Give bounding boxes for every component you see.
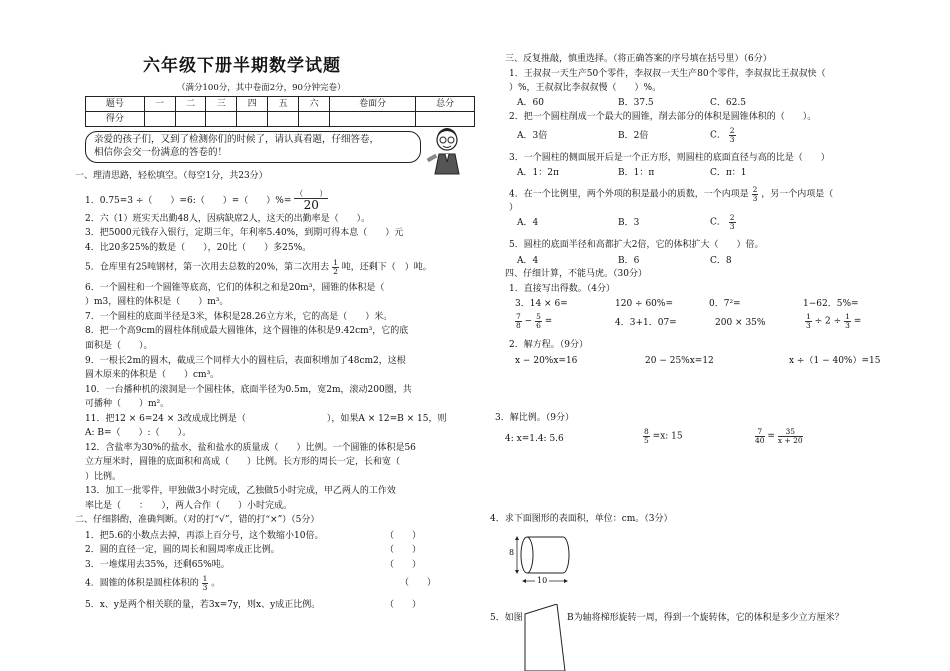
page-subtitle: （满分100分，其中卷面2分，90分钟完卷） — [177, 83, 346, 93]
s2-q1-answer[interactable]: （ ） — [385, 531, 422, 541]
score-header-3: 三 — [206, 97, 237, 112]
s1-q10b: 可播种（ ）m²。 — [85, 399, 170, 409]
score-header-8: 总分 — [416, 97, 475, 112]
s3-q4-opt-c-frac-num: 2 — [729, 213, 735, 222]
intro-line-2: 相信你会交一份满意的答卷的！ — [94, 146, 228, 158]
s2-q4-frac-den: 3 — [202, 582, 208, 592]
calc-8-den2: 3 — [845, 320, 850, 330]
s2-q3-answer[interactable]: （ ） — [385, 560, 422, 570]
s3-q5-opt-b[interactable]: B．6 — [618, 256, 640, 266]
calc-4: 1−62．5%= — [803, 299, 859, 309]
s1-q11b: A: B=（ ）:（ ）。 — [85, 428, 192, 438]
s2-q4-fraction — [202, 575, 209, 591]
s3-q3: 3．一个圆柱的侧面展开后是一个正方形，则圆柱的底面直径与高的比是（ ） — [509, 153, 830, 163]
s2-q5: 5．x、y是两个相关联的量，若3x=7y，则x、y成正比例。 — [85, 600, 321, 610]
s1-q8b: 面积是（ ）。 — [85, 341, 153, 351]
calc-1: 3．14 × 6= — [515, 299, 568, 309]
intro-bubble — [85, 131, 421, 163]
score-cell[interactable] — [299, 112, 330, 127]
ratio-3-num2: 35 — [778, 428, 803, 437]
s3-q2-opt-c-label: C． — [710, 130, 726, 141]
s1-q2: 2．六（1）班实天出勤48人，因病缺席2人，这天的出勤率是（ ）。 — [85, 214, 371, 224]
s3-q2-frac-den: 3 — [729, 134, 735, 144]
s3-q4-opt-c-label: C． — [710, 217, 726, 228]
section4-heading: 四、仔细计算，不能马虎。（30分） — [505, 269, 647, 279]
calc-5 — [515, 313, 552, 329]
page-title: 六年级下册半期数学试题 — [143, 56, 341, 76]
s1-q9a: 9．一根长2m的圆木，截成三个同样大小的圆柱后，表面积增加了48cm2，这根 — [85, 356, 406, 366]
ratio-3-den1: 40 — [755, 435, 765, 445]
calc-5-frac-1 — [515, 313, 522, 329]
calc-5-num2: 5 — [536, 312, 541, 321]
score-cell[interactable] — [175, 112, 206, 127]
s1-q12b: 立方厘米时，圆锥的底面积和高成（ ）比例。长方形的周长一定，长和宽（ — [85, 457, 401, 467]
ratio-3-den2: x + 20 — [777, 435, 803, 445]
cylinder-right-arc — [563, 537, 569, 573]
s1-q1-fraction — [294, 190, 328, 211]
calc-3: 0．7²= — [709, 299, 741, 309]
score-header-1: 一 — [144, 97, 175, 112]
calc-8-num1: 1 — [806, 312, 811, 321]
cylinder-width-arrowhead-left — [522, 579, 526, 583]
calc-7: 200 × 35% — [715, 318, 766, 328]
calc-5-frac-2 — [535, 313, 542, 329]
s1-q12a: 12．含盐率为30%的盐水，盐和盐水的质量成（ ）比例。一个圆锥的体积是56 — [85, 443, 416, 453]
section3-heading: 三、反复推敲，慎重选择。（将正确答案的序号填在括号里）（6分） — [505, 54, 772, 64]
s2-q1: 1．把5.6的小数点去掉，再添上百分号，这个数缩小10倍。 — [85, 531, 324, 541]
section1-heading: 一、理清思路，轻松填空。（每空1分，共23分） — [75, 171, 268, 181]
s3-q1-opt-b[interactable]: B．37.5 — [618, 98, 654, 108]
s1-q5-frac-den: 2 — [333, 266, 338, 276]
cylinder-width-label: 10 — [537, 576, 548, 585]
s3-q1a: 1．王叔叔一天生产50个零件，李叔叔一天生产80个零件，李叔叔比王叔叔快（ — [509, 69, 826, 79]
s1-q5-text-a: 5．仓库里有25吨钢材，第一次用去总数的20%，第二次用去 — [85, 262, 330, 273]
trapezoid-diagram — [523, 604, 567, 671]
s4-sub2: 2．解方程。（9分） — [509, 340, 588, 350]
s3-q3-opt-a[interactable]: A．1：2π — [517, 168, 559, 178]
calc-5-num1: 7 — [516, 312, 521, 321]
s1-q5 — [85, 259, 432, 275]
ratio-3-num1: 7 — [755, 428, 765, 437]
ratio-3-eq: = — [767, 431, 775, 442]
s1-q1 — [85, 190, 328, 211]
s3-q2-frac-num: 2 — [729, 126, 735, 135]
score-table — [85, 96, 475, 127]
ratio-2-fraction — [643, 428, 650, 444]
calc-8-frac-1 — [805, 313, 812, 329]
score-header-4: 四 — [237, 97, 268, 112]
calc-5-den2: 6 — [536, 320, 541, 330]
s2-q4-text-a: 4．圆锥的体积是圆柱体积的 — [85, 578, 199, 589]
score-cell[interactable] — [237, 112, 268, 127]
s1-q13a: 13．加工一批零件，甲独做3小时完成，乙独做5小时完成，甲乙两人的工作效 — [85, 486, 396, 496]
s1-q5-frac-num: 1 — [333, 258, 338, 267]
score-header-2: 二 — [175, 97, 206, 112]
s3-q2-opt-b[interactable]: B．2倍 — [618, 131, 649, 141]
s1-q1-text: 1．0.75=3 ÷（ ）=6:（ ）=（ ）%= — [85, 196, 292, 206]
s3-q4-text-b: ，另一个内项是（ — [761, 189, 834, 200]
ratio-3-frac-1 — [755, 428, 765, 444]
ratio-2 — [643, 428, 683, 444]
s1-q5-fraction — [332, 259, 339, 275]
cartoon-student-icon — [425, 126, 467, 176]
ratio-2-num: 8 — [644, 427, 649, 436]
s1-q9b: 圆木原来的体积是（ ）cm³。 — [85, 370, 220, 380]
s3-q4-opt-a[interactable]: A．4 — [517, 218, 539, 228]
s1-q13b: 率比是（ ： ），两人合作（ ）小时完成。 — [85, 501, 293, 511]
s2-q5-answer[interactable]: （ ） — [385, 600, 422, 610]
s2-q3: 3．一堆煤用去35%，还剩65%吨。 — [85, 560, 230, 570]
s3-q4-opt-b[interactable]: B．3 — [618, 218, 640, 228]
s1-q1-frac-num: （ ） — [295, 189, 328, 198]
s3-q5: 5．圆柱的底面半径和高都扩大2倍，它的体积扩大（ ）倍。 — [509, 240, 764, 250]
s2-q2: 2．圆的直径一定，圆的周长和圆周率成正比例。 — [85, 545, 280, 555]
cylinder-width-arrowhead-right — [564, 579, 568, 583]
ratio-1: 4: x=1.4: 5.6 — [505, 434, 564, 444]
calc-5-den1: 8 — [516, 320, 521, 330]
s3-q2-opt-c-fraction — [729, 127, 736, 143]
s1-q1-frac-den: 20 — [303, 198, 319, 212]
calc-6: 4．3+1．07= — [615, 318, 677, 328]
cylinder-height-arrowhead-bottom — [515, 570, 519, 574]
s1-q7: 7．一个圆柱的底面半径是3米，体积是28.26立方米，它的高是（ ）米。 — [85, 312, 393, 322]
s3-q5-opt-c[interactable]: C．8 — [710, 256, 732, 266]
calc-8 — [805, 313, 861, 329]
s1-q6a: 6．一个圆柱和一个圆锥等底高，它们的体积之和是20m³，圆锥的体积是（ — [85, 283, 385, 293]
s2-q4 — [85, 575, 220, 591]
s4-q5b: B为轴将梯形旋转一周，得到一个旋转体，它的体积是多少立方厘米？ — [567, 613, 844, 623]
score-header-6: 六 — [299, 97, 330, 112]
s3-q4-frac-den: 3 — [752, 193, 758, 203]
s1-q3: 3．把5000元钱存入银行，定期三年，年利率5.40%，到期可得本息（ ）元 — [85, 228, 404, 238]
s3-q4-frac-num: 2 — [752, 185, 758, 194]
s2-q2-answer[interactable]: （ ） — [385, 545, 422, 555]
s1-q11a: 11．把12 × 6=24 × 3改成成比例是（ ），如果A × 12=B × 15，则 — [85, 414, 447, 424]
calc-8-eq: = — [853, 316, 862, 327]
calc-8-frac-2 — [844, 313, 851, 329]
s3-q4-opt-c-fraction — [729, 214, 736, 230]
calc-5-eq: = — [544, 316, 553, 327]
s3-q2-opt-c[interactable] — [710, 127, 736, 143]
s1-q4: 4．比20多25%的数是（ ），20比（ ）多25%。 — [85, 243, 312, 253]
calc-8-op: ÷ 2 ÷ — [814, 316, 842, 327]
ratio-3-frac-2 — [778, 428, 803, 444]
s3-q1-opt-c[interactable]: C．62.5 — [710, 98, 746, 108]
s3-q5-opt-a[interactable]: A．4 — [517, 256, 539, 266]
calc-2: 120 ÷ 60%= — [615, 299, 673, 309]
cylinder-height-arrowhead-top — [515, 536, 519, 540]
s3-q2: 2．把一个圆柱削成一个最大的圆锥，削去部分的体积是圆锥体积的（ ）。 — [509, 112, 817, 122]
s4-q4: 4．求下面图形的表面积，单位：cm。（3分） — [490, 514, 673, 524]
s4-sub3: 3．解比例。（9分） — [495, 413, 574, 423]
score-header-5: 五 — [268, 97, 299, 112]
s3-q3-opt-c[interactable]: C．π：1 — [710, 168, 747, 178]
score-header-7: 卷面分 — [329, 97, 415, 112]
trapezoid-shape — [525, 604, 565, 671]
calc-5-op: − — [524, 316, 533, 327]
score-row-label: 得分 — [86, 112, 145, 127]
score-cell[interactable] — [329, 112, 415, 127]
s3-q4-text-c: ） — [509, 203, 519, 213]
section2-heading: 二、仔细斟酌，准确判断。（对的打“√”，错的打“×”）（5分） — [75, 515, 320, 525]
s3-q4-opt-c[interactable] — [710, 214, 736, 230]
s2-q4-answer[interactable]: （ ） — [400, 578, 437, 588]
s2-q4-frac-num: 1 — [202, 574, 208, 583]
intro-line-1: 亲爱的孩子们，又到了检测你们的时候了，请认真看题，仔细答卷， — [94, 134, 380, 145]
equation-1: x − 20%x=16 — [515, 356, 578, 366]
s3-q4-fraction — [752, 186, 759, 202]
score-header-0: 题号 — [86, 97, 145, 112]
calc-8-den1: 3 — [806, 320, 811, 330]
s3-q1b: ）%，王叔叔比李叔叔慢（ ）%。 — [509, 83, 662, 93]
s3-q4 — [509, 186, 833, 202]
s2-q4-text-b: 。 — [211, 578, 221, 589]
s3-q4-opt-c-frac-den: 3 — [729, 221, 735, 231]
score-cell[interactable] — [416, 112, 475, 127]
score-cell[interactable] — [268, 112, 299, 127]
s1-q8a: 8．把一个高9cm的圆柱体削成最大圆锥体，这个圆锥的体积是9.42cm³，它的底 — [85, 326, 409, 336]
s1-q10a: 10．一台播种机的滚洞是一个圆柱体，底面半径为0.5m，宽2m，滚动200圈，共 — [85, 385, 412, 395]
s4-q5a: 5．如图 — [490, 613, 523, 623]
s3-q2-opt-a[interactable]: A．3倍 — [517, 131, 548, 141]
s1-q6b: ）m3，圆柱的体积是（ ）m³。 — [85, 297, 229, 307]
ratio-2-rest: =x: 15 — [652, 431, 683, 442]
s3-q3-opt-b[interactable]: B．1：π — [618, 168, 655, 178]
cylinder-height-label: 8 — [509, 548, 515, 557]
ratio-3 — [755, 428, 803, 444]
equation-3: x ÷（1 − 40%）=15 — [789, 356, 881, 366]
s1-q5-text-b: 吨，还剩下（ ）吨。 — [341, 262, 432, 273]
s3-q4-text-a: 4．在一个比例里，两个外项的积是最小的质数，一个内项是 — [509, 189, 749, 200]
ratio-2-den: 5 — [644, 435, 649, 445]
cylinder-left-face — [521, 537, 533, 573]
score-cell[interactable] — [144, 112, 175, 127]
calc-8-num2: 1 — [845, 312, 850, 321]
s4-sub1: 1．直接写出得数。（4分） — [509, 284, 615, 294]
equation-2: 20 − 25%x=12 — [645, 356, 714, 366]
s3-q1-opt-a[interactable]: A．60 — [517, 98, 544, 108]
s1-q12c: ）比例。 — [85, 472, 122, 482]
score-cell[interactable] — [206, 112, 237, 127]
